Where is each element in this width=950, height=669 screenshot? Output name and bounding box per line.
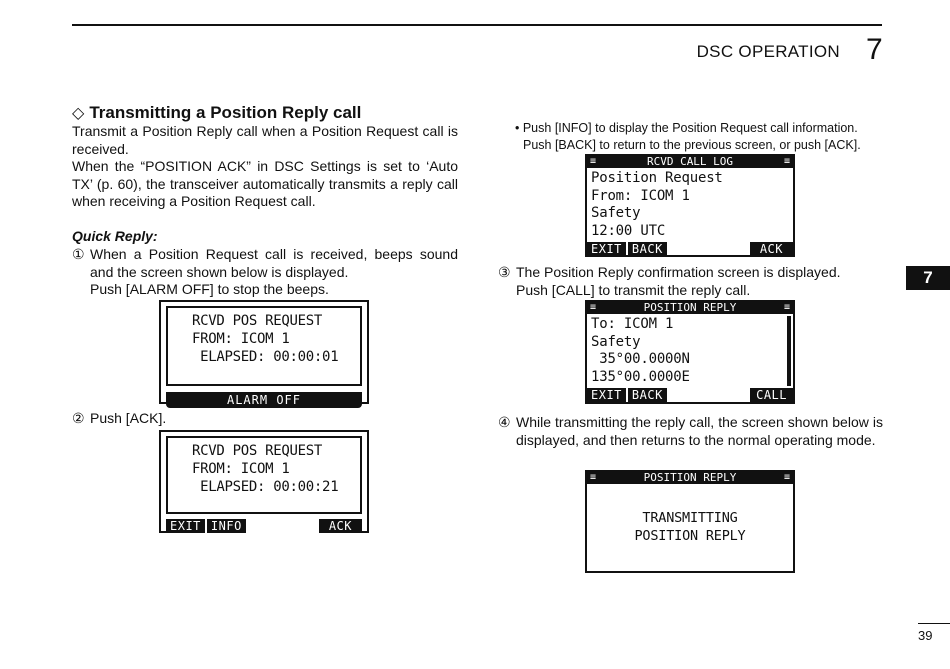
step-text: While transmitting the reply call, the screen shown below is displayed, and then returns to the normal operating mode. [516,414,883,448]
softkey-bar [587,242,793,256]
bullet-line: • Push [INFO] to display the Position Request call information. [515,121,858,135]
intro-line: When the “POSITION ACK” in DSC Settings is set to ‘Auto TX’ (p. 60), the transceiver automatically transmits a reply call when receiving a Position Request call. [72,158,458,209]
lcd-line: 12:00 UTC [591,222,666,239]
step-2 [72,410,458,428]
screen-body [587,168,793,242]
lcd-line: FROM: ICOM 1 [192,461,290,477]
screen-titlebar [587,302,793,314]
step-text: When a Position Request call is received, beeps sound and the screen shown below is displayed. [90,246,458,280]
screen-body [587,314,793,388]
lcd-line: POSITION REPLY [634,527,746,544]
menu-icon: ≡ [783,302,790,313]
lcd-line: ELAPSED: 00:00:01 [192,349,339,365]
scrollbar[interactable] [787,316,791,386]
back-key[interactable]: BACK [628,242,667,256]
screen-title: POSITION REPLY [643,471,737,484]
chapter-number: 7 [866,33,883,66]
step-3 [498,264,883,299]
diamond-icon: ◇ [72,105,85,122]
lcd-line: 35°00.0000N [591,351,690,367]
info-bullet [515,120,885,153]
step-number: ④ [498,414,511,430]
section-heading-text: Transmitting a Position Reply call [89,103,362,122]
menu-icon: ≡ [783,156,790,167]
step-4 [498,414,883,449]
back-key[interactable]: BACK [628,388,667,402]
softkey-bar [587,388,793,402]
call-key[interactable]: CALL [750,388,793,402]
step-text: Push [ACK]. [90,410,167,426]
ack-screen [159,430,369,533]
screen-titlebar [587,156,793,168]
exit-key[interactable]: EXIT [587,388,626,402]
transmitting-screen [585,470,795,573]
step-text: The Position Reply confirmation screen is displayed. [516,264,841,280]
step-text: Push [CALL] to transmit the reply call. [516,281,751,298]
alarm-off-key[interactable]: ALARM OFF [166,392,362,408]
chapter-side-tab[interactable]: 7 [906,266,950,290]
section-heading [72,103,361,123]
exit-key[interactable]: EXIT [587,242,626,256]
lcd-line: To: ICOM 1 [591,316,674,332]
call-log-screen [585,154,795,257]
menu-icon: ≡ [590,156,597,167]
lcd-line: 135°00.0000E [591,368,690,385]
step-number: ③ [498,264,511,280]
chapter-title: DSC OPERATION [696,42,840,61]
intro-paragraph [72,123,458,211]
screen-titlebar [587,472,793,484]
step-text: Push [ALARM OFF] to stop the beeps. [90,281,329,297]
ack-screen-display [166,436,362,514]
ack-key[interactable]: ACK [750,242,793,256]
lcd-line: Position Request [591,170,723,186]
lcd-line: RCVD POS REQUEST [192,443,323,459]
softkey-bar [166,519,362,533]
footer-rule [918,623,950,624]
screen-title: RCVD CALL LOG [646,155,734,168]
menu-icon: ≡ [783,472,790,483]
lcd-line: Safety [591,333,641,350]
info-key[interactable]: INFO [207,519,246,533]
top-rule [72,24,882,26]
screen-title: POSITION REPLY [643,301,737,314]
bullet-line: Push [BACK] to return to the previous screen, or push [ACK]. [523,137,861,152]
menu-icon: ≡ [590,302,597,313]
menu-icon: ≡ [590,472,597,483]
step-1 [72,246,458,299]
step-number: ① [72,246,85,262]
lcd-line: RCVD POS REQUEST [192,313,323,329]
page-number: 39 [918,628,933,643]
lcd-line: ELAPSED: 00:00:21 [192,479,339,495]
ack-key[interactable]: ACK [319,519,362,533]
step-number: ② [72,410,85,426]
position-reply-screen [585,300,795,404]
exit-key[interactable]: EXIT [166,519,205,533]
alarm-screen-display [166,306,362,386]
alarm-screen [159,300,369,407]
intro-line: Transmit a Position Reply call when a Position Request call is received. [72,123,458,157]
lcd-line: Safety [591,205,641,221]
screen-body [587,484,793,547]
lcd-line: FROM: ICOM 1 [192,331,290,347]
lcd-line: TRANSMITTING [642,510,738,526]
lcd-line: From: ICOM 1 [591,187,690,204]
quick-reply-label: Quick Reply: [72,228,158,244]
